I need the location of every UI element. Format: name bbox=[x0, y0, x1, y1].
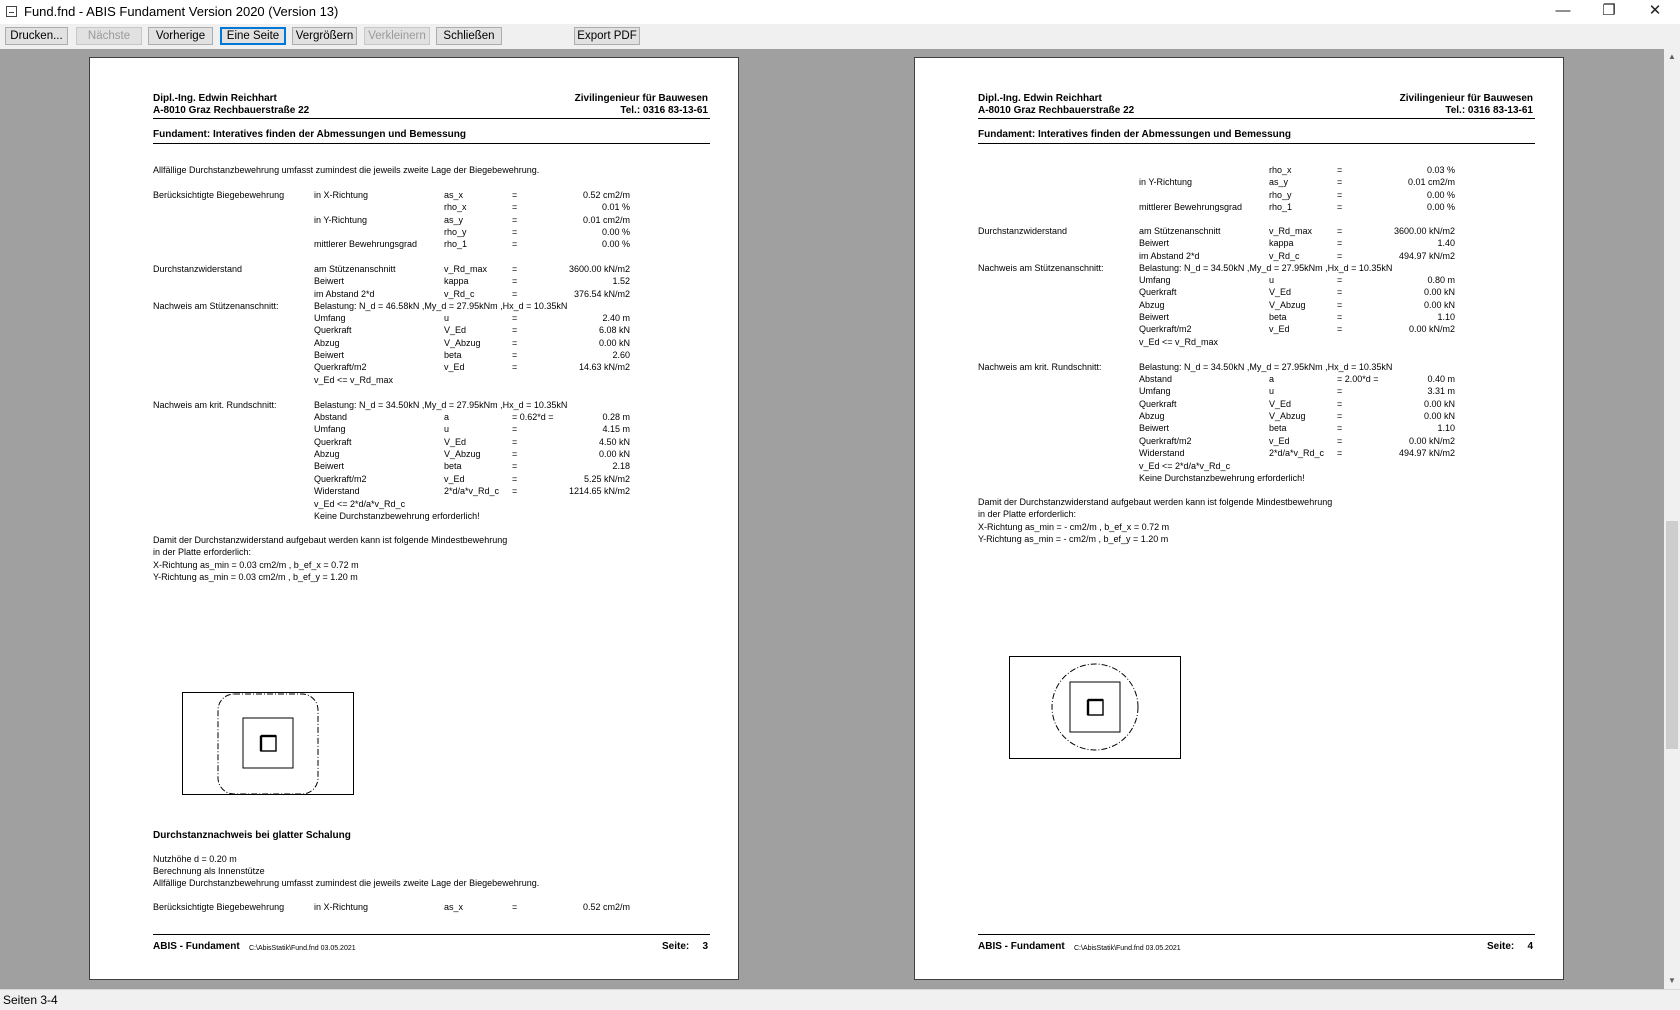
footer-brand: ABIS - Fundament bbox=[153, 941, 240, 952]
header-profession: Zivilingenieur für Bauwesen bbox=[574, 93, 708, 104]
subject-rule bbox=[153, 143, 710, 144]
bending-label: Berücksichtigte Biegebewehrung bbox=[153, 190, 285, 200]
scroll-up-icon[interactable]: ▲ bbox=[1668, 52, 1676, 61]
crit-result: Keine Durchstanzbewehrung erforderlich! bbox=[314, 511, 480, 521]
column-load: Belastung: N_d = 46.58kN ,My_d = 27.95kNm ,Hx_d = 10.35kN bbox=[314, 301, 568, 311]
row-label: Umfang bbox=[314, 313, 346, 323]
export-pdf-button[interactable]: Export PDF bbox=[574, 27, 640, 45]
intro-text: Allfällige Durchstanzbewehrung umfasst zumindest die jeweils zweite Lage der Biegebewehrung. bbox=[153, 165, 540, 175]
min-line-x: X-Richtung as_min = 0.03 cm2/m , b_ef_x = 0.72 m bbox=[153, 560, 359, 570]
min-line-1: Damit der Durchstanzwiderstand aufgebaut werden kann ist folgende Mindestbewehrung bbox=[153, 535, 508, 545]
subject-rule bbox=[978, 143, 1535, 144]
smooth-line-2: Berechnung als Innenstütze bbox=[153, 866, 265, 876]
row-value: 2.60 bbox=[612, 349, 630, 360]
footer-brand: ABIS - Fundament bbox=[978, 941, 1065, 952]
print-button[interactable]: Drucken... bbox=[5, 27, 68, 45]
row-value: 0.00 % bbox=[1426, 201, 1455, 212]
row-label: am Stützenanschnitt bbox=[314, 264, 396, 274]
row-label: Abzug bbox=[1139, 299, 1165, 310]
row-symbol: u bbox=[1269, 386, 1275, 397]
column-load: Belastung: N_d = 34.50kN ,My_d = 27.95kNm ,Hx_d = 10.35kN bbox=[1139, 263, 1393, 273]
vertical-scrollbar[interactable] bbox=[1664, 49, 1680, 989]
row-eq: = bbox=[1337, 311, 1343, 322]
row-label: Beiwert bbox=[314, 461, 345, 472]
header-rule bbox=[978, 118, 1535, 119]
row-label: mittlerer Bewehrungsgrad bbox=[1139, 201, 1243, 212]
row-symbol: v_Rd_max bbox=[1269, 226, 1313, 236]
window-title: Fund.fnd - ABIS Fundament Version 2020 (Version 13) bbox=[24, 4, 339, 19]
row-symbol: as_y bbox=[444, 214, 464, 225]
row-label: im Abstand 2*d bbox=[1139, 250, 1200, 261]
row-value: 0.52 cm2/m bbox=[582, 190, 630, 200]
row-value: 0.00 kN bbox=[1423, 398, 1455, 409]
smooth-bending-axis: in X-Richtung bbox=[314, 902, 369, 912]
row-eq: = bbox=[512, 226, 518, 237]
row-eq: = bbox=[512, 461, 518, 472]
row-symbol: as_x bbox=[444, 190, 464, 200]
resistance-label: Durchstanzwiderstand bbox=[978, 226, 1068, 236]
row-symbol: beta bbox=[1269, 311, 1287, 322]
row-eq: = 0.62*d = bbox=[512, 412, 554, 422]
row-eq: = bbox=[512, 436, 518, 447]
row-label: Umfang bbox=[1139, 275, 1171, 285]
header-subject: Fundament: Interatives finden der Abmessungen und Bemessung bbox=[978, 129, 1292, 140]
header-address: A-8010 Graz Rechbauerstraße 22 bbox=[153, 105, 310, 116]
crit-result: Keine Durchstanzbewehrung erforderlich! bbox=[1139, 473, 1305, 483]
row-value: 0.00 % bbox=[601, 239, 630, 250]
close-window-button[interactable]: ✕ bbox=[1648, 2, 1662, 19]
row-symbol: V_Ed bbox=[1269, 398, 1292, 409]
next-button[interactable]: Nächste bbox=[76, 27, 142, 45]
zoom-out-button[interactable]: Verkleinern bbox=[364, 27, 430, 45]
column-core bbox=[261, 736, 276, 751]
row-eq: = bbox=[1337, 189, 1343, 200]
row-symbol: V_Ed bbox=[444, 325, 467, 336]
row-eq: = bbox=[1337, 238, 1343, 249]
min-line-1: Damit der Durchstanzwiderstand aufgebaut werden kann ist folgende Mindestbewehrung bbox=[978, 497, 1333, 507]
row-value: 3600.00 kN/m2 bbox=[1393, 226, 1455, 236]
footer-path: C:\AbisStatik\Fund.fnd 03.05.2021 bbox=[249, 945, 356, 952]
row-value: 0.01 % bbox=[601, 202, 630, 213]
row-value: 5.25 kN/m2 bbox=[583, 473, 630, 484]
min-line-2: in der Platte erforderlich: bbox=[978, 509, 1077, 519]
smooth-bending-value: 0.52 cm2/m bbox=[582, 902, 630, 912]
row-symbol: V_Abzug bbox=[444, 337, 481, 348]
row-symbol: V_Ed bbox=[1269, 287, 1292, 298]
row-eq: = bbox=[1337, 447, 1343, 458]
min-line-y: Y-Richtung as_min = - cm2/m , b_ef_y = 1.20 m bbox=[978, 534, 1169, 544]
row-value: 1214.65 kN/m2 bbox=[568, 485, 630, 496]
crit-load: Belastung: N_d = 34.50kN ,My_d = 27.95kNm ,Hx_d = 10.35kN bbox=[1139, 362, 1393, 372]
row-symbol: v_Rd_max bbox=[444, 264, 488, 274]
row-symbol: rho_x bbox=[444, 202, 467, 213]
row-eq: = bbox=[512, 473, 518, 484]
row-label: Beiwert bbox=[1139, 311, 1170, 322]
header-rule bbox=[153, 118, 710, 119]
row-eq: = bbox=[1337, 177, 1343, 188]
header-name: Dipl.-Ing. Edwin Reichhart bbox=[153, 93, 277, 104]
row-label: in Y-Richtung bbox=[1139, 177, 1193, 188]
row-value: 2.18 bbox=[612, 461, 630, 472]
row-eq: = bbox=[1337, 423, 1343, 434]
row-label: Widerstand bbox=[314, 485, 360, 496]
toolbar bbox=[0, 24, 1680, 48]
foundation-outline bbox=[183, 693, 354, 795]
punching-figure bbox=[182, 692, 356, 796]
row-value: 0.40 m bbox=[1427, 374, 1455, 384]
row-label: Beiwert bbox=[314, 349, 345, 360]
row-value: 0.00 kN bbox=[598, 448, 630, 459]
row-label: Abzug bbox=[1139, 410, 1165, 421]
row-symbol: a bbox=[444, 412, 450, 422]
column-core bbox=[1088, 700, 1103, 715]
row-symbol: beta bbox=[444, 461, 462, 472]
row-eq: = bbox=[1337, 299, 1343, 310]
column-check: v_Ed <= v_Rd_max bbox=[314, 375, 394, 385]
row-value: 1.40 bbox=[1437, 238, 1455, 249]
row-value: 0.03 % bbox=[1426, 165, 1455, 175]
row-eq: = bbox=[512, 214, 518, 225]
row-symbol: beta bbox=[444, 349, 462, 360]
row-symbol: v_Ed bbox=[1269, 435, 1290, 446]
row-symbol: v_Rd_c bbox=[444, 288, 475, 299]
row-symbol: kappa bbox=[444, 276, 469, 287]
row-eq: = bbox=[512, 337, 518, 348]
row-value: 0.00 kN bbox=[598, 337, 630, 348]
row-symbol: v_Ed bbox=[444, 362, 465, 373]
min-line-x: X-Richtung as_min = - cm2/m , b_ef_x = 0.72 m bbox=[978, 522, 1170, 532]
foundation-outline bbox=[1010, 657, 1181, 759]
header-name: Dipl.-Ing. Edwin Reichhart bbox=[978, 93, 1102, 104]
row-eq: = bbox=[1337, 287, 1343, 298]
row-label: in Y-Richtung bbox=[314, 214, 368, 225]
row-value: 0.00 kN/m2 bbox=[1408, 324, 1455, 335]
row-label: Abzug bbox=[314, 448, 340, 459]
row-value: 0.00 kN/m2 bbox=[1408, 435, 1455, 446]
crit-check: v_Ed <= 2*d/a*v_Rd_c bbox=[314, 499, 406, 509]
row-symbol: rho_x bbox=[1269, 165, 1292, 175]
row-eq: = bbox=[512, 448, 518, 459]
row-eq: = bbox=[1337, 201, 1343, 212]
crit-load: Belastung: N_d = 34.50kN ,My_d = 27.95kNm ,Hx_d = 10.35kN bbox=[314, 400, 568, 410]
row-label: Querkraft/m2 bbox=[1139, 435, 1192, 446]
row-eq: = bbox=[1337, 398, 1343, 409]
row-symbol: rho_y bbox=[1269, 189, 1292, 200]
row-symbol: as_y bbox=[1269, 177, 1289, 188]
crit-check-label: Nachweis am krit. Rundschnitt: bbox=[153, 400, 277, 410]
row-label: Querkraft bbox=[1139, 398, 1177, 409]
row-symbol: u bbox=[444, 424, 450, 435]
row-label: Umfang bbox=[314, 424, 346, 435]
scroll-down-icon[interactable]: ▼ bbox=[1668, 976, 1676, 985]
footer-page-label: Seite: bbox=[662, 941, 690, 952]
status-bar bbox=[0, 989, 1680, 1010]
row-value: 0.00 % bbox=[1426, 189, 1455, 200]
row-eq: = bbox=[1337, 250, 1343, 261]
critical-perimeter bbox=[1052, 664, 1138, 750]
row-symbol: 2*d/a*v_Rd_c bbox=[444, 485, 500, 496]
row-symbol: rho_y bbox=[444, 226, 467, 237]
row-eq: = bbox=[512, 349, 518, 360]
row-eq: = bbox=[1337, 410, 1343, 421]
row-label: Querkraft bbox=[314, 436, 352, 447]
row-label: im Abstand 2*d bbox=[314, 288, 375, 299]
row-eq: = bbox=[1337, 324, 1343, 335]
row-label: Querkraft/m2 bbox=[314, 473, 367, 484]
row-symbol: a bbox=[1269, 374, 1275, 384]
crit-check-label: Nachweis am krit. Rundschnitt: bbox=[978, 362, 1102, 372]
row-label: Beiwert bbox=[1139, 238, 1170, 249]
min-line-2: in der Platte erforderlich: bbox=[153, 547, 252, 557]
row-value: 3600.00 kN/m2 bbox=[568, 264, 630, 274]
smooth-line-3: Allfällige Durchstanzbewehrung umfasst zumindest die jeweils zweite Lage der Biegebewehrung. bbox=[153, 878, 540, 888]
punching-figure bbox=[1009, 656, 1183, 760]
row-symbol: V_Abzug bbox=[1269, 410, 1306, 421]
row-eq: = bbox=[512, 239, 518, 250]
row-value: 0.00 % bbox=[601, 226, 630, 237]
row-symbol: kappa bbox=[1269, 238, 1294, 249]
row-eq: = bbox=[512, 362, 518, 373]
row-value: 494.97 kN/m2 bbox=[1398, 250, 1455, 261]
header-phone: Tel.: 0316 83-13-61 bbox=[1445, 105, 1533, 116]
footer-rule bbox=[153, 934, 710, 935]
row-eq: = bbox=[1337, 275, 1343, 285]
row-value: 4.15 m bbox=[602, 424, 630, 435]
row-eq: = bbox=[512, 202, 518, 213]
smooth-heading: Durchstanznachweis bei glatter Schalung bbox=[153, 830, 351, 841]
critical-perimeter bbox=[218, 694, 318, 794]
row-eq: = bbox=[512, 264, 518, 274]
preview-area[interactable] bbox=[0, 49, 1664, 989]
row-value: 0.00 kN bbox=[1423, 287, 1455, 298]
column-check: v_Ed <= v_Rd_max bbox=[1139, 337, 1219, 347]
row-symbol: v_Ed bbox=[1269, 324, 1290, 335]
zoom-in-button[interactable]: Vergrößern bbox=[292, 27, 357, 45]
header-profession: Zivilingenieur für Bauwesen bbox=[1399, 93, 1533, 104]
row-value: 1.52 bbox=[612, 276, 630, 287]
row-eq: = bbox=[512, 190, 518, 200]
row-value: 6.08 kN bbox=[598, 325, 630, 336]
app-icon bbox=[6, 6, 17, 17]
row-eq: = bbox=[1337, 226, 1343, 236]
row-symbol: rho_1 bbox=[444, 239, 468, 250]
row-label: Abzug bbox=[314, 337, 340, 348]
footer-rule bbox=[978, 934, 1535, 935]
page-4 bbox=[914, 57, 1564, 980]
row-value: 0.01 cm2/m bbox=[1407, 177, 1455, 188]
smooth-bending-label: Berücksichtigte Biegebewehrung bbox=[153, 902, 285, 912]
row-value: 0.80 m bbox=[1427, 275, 1455, 285]
title-bar bbox=[0, 0, 1680, 24]
row-symbol: u bbox=[444, 313, 450, 323]
row-label: Abstand bbox=[1139, 374, 1173, 384]
row-value: 376.54 kN/m2 bbox=[573, 288, 630, 299]
footer-page-number: 3 bbox=[702, 941, 708, 952]
column-check-label: Nachweis am Stützenanschnitt: bbox=[978, 263, 1104, 273]
row-symbol: u bbox=[1269, 275, 1275, 285]
row-label: Abstand bbox=[314, 412, 348, 422]
crit-check: v_Ed <= 2*d/a*v_Rd_c bbox=[1139, 461, 1231, 471]
row-symbol: 2*d/a*v_Rd_c bbox=[1269, 447, 1325, 458]
row-eq: = bbox=[1337, 386, 1343, 397]
row-value: 3.31 m bbox=[1427, 386, 1455, 397]
column-outline bbox=[1070, 682, 1120, 732]
row-label: Beiwert bbox=[1139, 423, 1170, 434]
page-3 bbox=[89, 57, 739, 980]
row-eq: = bbox=[512, 424, 518, 435]
row-value: 1.10 bbox=[1437, 311, 1455, 322]
smooth-bending-eq: = bbox=[512, 902, 518, 912]
row-value: 494.97 kN/m2 bbox=[1398, 447, 1455, 458]
row-label: Beiwert bbox=[314, 276, 345, 287]
min-line-y: Y-Richtung as_min = 0.03 cm2/m , b_ef_y = 1.20 m bbox=[153, 572, 358, 582]
scroll-thumb[interactable] bbox=[1666, 521, 1678, 749]
status-pages: Seiten 3-4 bbox=[3, 993, 58, 1007]
row-symbol: v_Rd_c bbox=[1269, 250, 1300, 261]
minimize-button[interactable]: — bbox=[1555, 2, 1571, 19]
footer-path: C:\AbisStatik\Fund.fnd 03.05.2021 bbox=[1074, 945, 1181, 952]
row-value: 2.40 m bbox=[602, 313, 630, 323]
row-value: 0.01 cm2/m bbox=[582, 214, 630, 225]
maximize-button[interactable]: ❐ bbox=[1602, 2, 1616, 19]
row-value: 14.63 kN/m2 bbox=[578, 362, 630, 373]
row-label: Querkraft/m2 bbox=[1139, 324, 1192, 335]
header-address: A-8010 Graz Rechbauerstraße 22 bbox=[978, 105, 1135, 116]
row-label: mittlerer Bewehrungsgrad bbox=[314, 239, 418, 250]
resistance-label: Durchstanzwiderstand bbox=[153, 264, 243, 274]
smooth-bending-symbol: as_x bbox=[444, 902, 464, 912]
row-eq: = bbox=[512, 485, 518, 496]
row-eq: = 2.00*d = bbox=[1337, 374, 1379, 384]
row-eq: = bbox=[512, 325, 518, 336]
row-label: Querkraft bbox=[1139, 287, 1177, 298]
column-check-label: Nachweis am Stützenanschnitt: bbox=[153, 301, 279, 311]
row-symbol: beta bbox=[1269, 423, 1287, 434]
row-eq: = bbox=[1337, 165, 1343, 175]
previous-button[interactable]: Vorherige bbox=[148, 27, 213, 45]
one-page-button[interactable]: Eine Seite bbox=[220, 27, 286, 45]
row-label: Umfang bbox=[1139, 386, 1171, 397]
smooth-line-1: Nutzhöhe d = 0.20 m bbox=[153, 854, 237, 864]
row-value: 1.10 bbox=[1437, 423, 1455, 434]
row-symbol: V_Abzug bbox=[1269, 299, 1306, 310]
row-eq: = bbox=[512, 276, 518, 287]
row-label: Querkraft/m2 bbox=[314, 362, 367, 373]
row-label: am Stützenanschnitt bbox=[1139, 226, 1221, 236]
row-symbol: V_Abzug bbox=[444, 448, 481, 459]
row-symbol: v_Ed bbox=[444, 473, 465, 484]
row-symbol: V_Ed bbox=[444, 436, 467, 447]
footer-page-number: 4 bbox=[1527, 941, 1533, 952]
row-label: Widerstand bbox=[1139, 447, 1185, 458]
row-symbol: rho_1 bbox=[1269, 201, 1293, 212]
header-phone: Tel.: 0316 83-13-61 bbox=[620, 105, 708, 116]
row-label: in X-Richtung bbox=[314, 190, 369, 200]
row-value: 4.50 kN bbox=[598, 436, 630, 447]
footer-page-label: Seite: bbox=[1487, 941, 1515, 952]
row-eq: = bbox=[512, 313, 518, 323]
row-value: 0.28 m bbox=[602, 412, 630, 422]
row-eq: = bbox=[1337, 435, 1343, 446]
close-preview-button[interactable]: Schließen bbox=[436, 27, 502, 45]
row-value: 0.00 kN bbox=[1423, 299, 1455, 310]
row-label: Querkraft bbox=[314, 325, 352, 336]
column-outline bbox=[243, 718, 293, 768]
header-subject: Fundament: Interatives finden der Abmessungen und Bemessung bbox=[153, 129, 467, 140]
row-value: 0.00 kN bbox=[1423, 410, 1455, 421]
row-eq: = bbox=[512, 288, 518, 299]
